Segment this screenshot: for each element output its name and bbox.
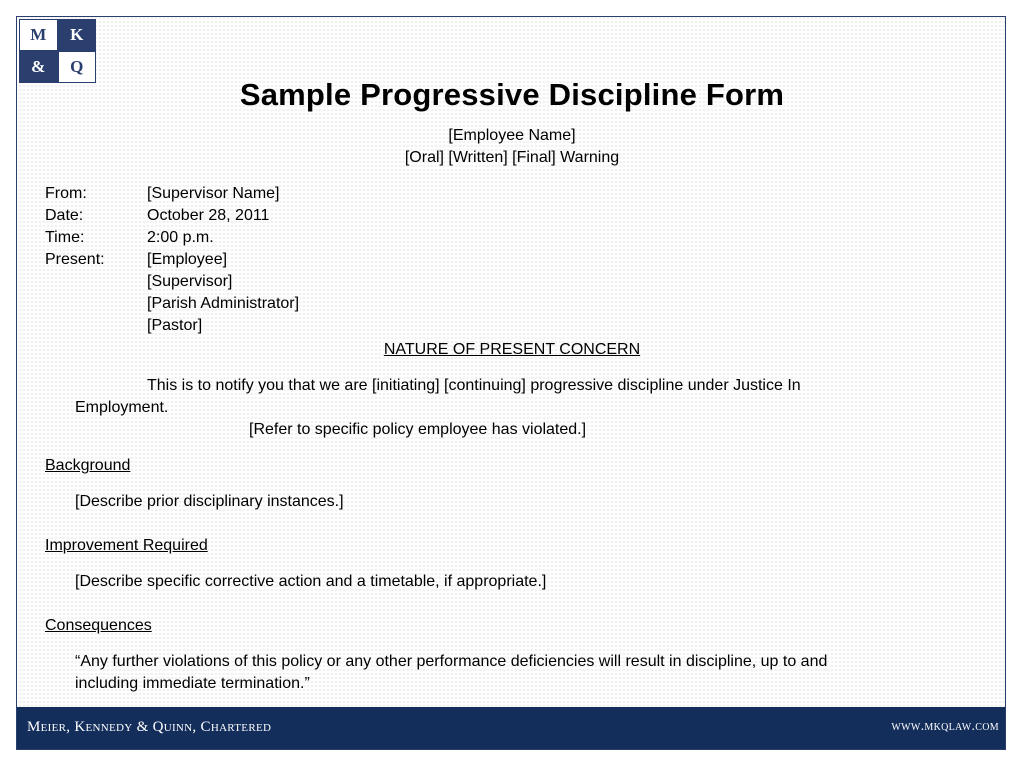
refer-policy-line: [Refer to specific policy employee has violated.]: [249, 421, 587, 438]
footer-website-link[interactable]: www.mkqlaw.com: [891, 719, 999, 734]
employee-name: [Employee Name]: [448, 127, 576, 144]
consequences-heading: Consequences: [45, 617, 152, 634]
present-supervisor: [Supervisor]: [147, 273, 233, 290]
logo-letter-m: M: [20, 20, 57, 50]
firm-logo: [19, 19, 96, 83]
footer-firm-name: Meier, Kennedy & Quinn, Chartered: [27, 719, 272, 735]
logo-letter-q: Q: [59, 52, 96, 82]
date-label: Date:: [45, 207, 84, 224]
improvement-heading: Improvement Required: [45, 537, 208, 554]
present-parish-administrator: [Parish Administrator]: [147, 295, 300, 312]
consequences-line-1: “Any further violations of this policy or any other performance deficiencies will result in discipline, up to and: [75, 653, 828, 670]
present-label: Present:: [45, 251, 105, 268]
from-value: [Supervisor Name]: [147, 185, 280, 202]
consequences-line-2: including immediate termination.”: [75, 675, 310, 692]
notify-line-2: Employment.: [75, 399, 169, 416]
background-heading: Background: [45, 457, 131, 474]
page-title: Sample Progressive Discipline Form: [239, 77, 785, 112]
date-value: October 28, 2011: [147, 207, 270, 224]
background-text: [Describe prior disciplinary instances.]: [75, 493, 344, 510]
concern-heading: NATURE OF PRESENT CONCERN: [383, 341, 641, 358]
logo-ampersand: &: [20, 52, 57, 82]
slide: [16, 16, 1006, 750]
logo-letter-k: K: [59, 20, 96, 50]
improvement-text: [Describe specific corrective action and a timetable, if appropriate.]: [75, 573, 547, 590]
warning-type: [Oral] [Written] [Final] Warning: [404, 149, 620, 166]
footer-bar: [17, 707, 1006, 749]
from-label: From:: [45, 185, 87, 202]
notify-line-1: This is to notify you that we are [initiating] [continuing] progressive discipline under Justice In: [147, 377, 801, 394]
time-label: Time:: [45, 229, 85, 246]
present-pastor: [Pastor]: [147, 317, 203, 334]
present-employee: [Employee]: [147, 251, 228, 268]
time-value: 2:00 p.m.: [147, 229, 214, 246]
